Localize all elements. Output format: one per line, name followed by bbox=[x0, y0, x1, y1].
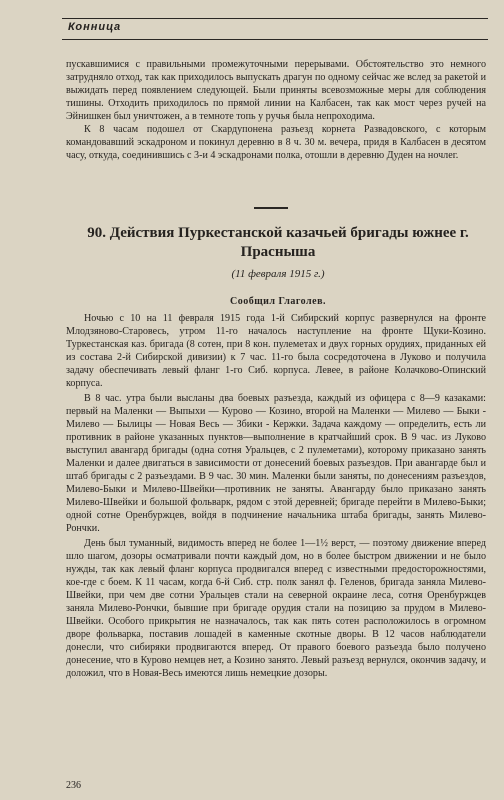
running-header-title: Конница bbox=[68, 21, 122, 33]
section-date: (11 февраля 1915 г.) bbox=[231, 268, 325, 280]
paragraph: пускавшимися с правильными промежуточными перерывами. Обстоятельство это немного затрудняло отход, так как приходилось выпускать драгун по одному сейчас же вслед за ракетой и выжидать перед появлением следующей. Были приняты всевозможные меры для соблюдения тишины. Отходить приходилось по прямой линии на Калбасен, так как мост через ручей на Эйнишкен был уничтожен, а в темноте топь у ручья была непроходима. bbox=[66, 59, 486, 122]
paragraph: Ночью с 10 на 11 февраля 1915 года 1-й Сибирский корпус развернулся на фронте Млодзяново-Старовесь, утром 11-го началось наступление на фронте Щуки-Козино. Туркестанская каз. бригада (8 сотен, при 8 кон. пулеметах и двух горных орудиях, приданных ей из состава 2-й Сибирской дивизии) к 7 час. 11-го была сосредоточена в Луково и получила задачу обеспечивать левый фланг 1-го Сиб. корпуса. Левее, в районе Колачково-Опинский корпуса. bbox=[66, 313, 486, 389]
running-header bbox=[62, 18, 488, 40]
section-body bbox=[66, 312, 486, 680]
section-heading: 90. Действия Пуркестанской казачьей бригады южнее г. Прасныша bbox=[87, 225, 469, 260]
paragraph: К 8 часам подошел от Скардупонена разъезд корнета Развадовского, с которым командовавший эскадроном и покинул деревню в 8 ч. 30 м. вечера, придя в Калбасен в десятом часу, откуда, соединившись с 3-и 4 эскадронами полка, отошли в деревню Дуден на ночлег. bbox=[66, 124, 486, 161]
section-author: Сообщил Глаголев. bbox=[230, 296, 326, 307]
paragraph: В 8 час. утра были высланы два боевых разъезда, каждый из офицера с 8—9 казаками: первый на Маленки — Выпыхи — Курово — Козино, второй на Маленки — Милево — Быки - Милево — Былицы — Новая Весь — Збики - Кержки. Задача каждому — определить, есть ли противник в районе указанных пунктов—выполнение в кратчайший срок. В 9 час. из Луково выступил авангард бригады (одна сотня Уральцев, с 2 пулеметами), которому приказано занять Маленки и далее двигаться в зависимости от донесений боевых разъездов. При авангарде был и штаб бригады с 2 разъездами. В 9 час. 30 мин. Маленки были заняты, по донесениям разъездов, Милево-Быки и Милево-Швейки—противник не заняты. Авангарду было приказано занять Милево-Швейки и большой фольварк, рядом с этой деревней; бригаде перейти в Милево-Быки; одной сотне Оренбуржцев, войдя в подчинение начальника штаба бригады, занять Милево-Рончки. bbox=[66, 393, 486, 534]
section-divider bbox=[254, 207, 288, 209]
paragraph: День был туманный, видимость вперед не более 1—1½ верст, — поэтому движение вперед шло шагом, дозоры осматривали почти каждый дом, но в более быстром движении и не было нужды, так как левый фланг корпуса продвигался вперед с известными предосторожностями, кое-где с боем. К 11 часам, когда 6-й Сиб. стр. полк занял ф. Геленов, бригада заняла Милево-Швейки, при чем две сотни Уральцев стали на северной окраине леса, сотня Оренбуржцев заняла Милево-Рончки, бывшие при бригаде орудия стали на позицию за прудом в Милево-Швейки. Особого прикрытия не назначалось, так как пять сотен расположилось в огромном дворе фольварка, поставив лошадей в каменные скотные дворы. В 12 часов наблюдатели донесли, что сибиряки продвигаются вперед. От правого боевого разъезда было получено донесение, что в Курово немцев нет, а Козино занято. Левый разъезд вернулся, окончив задачу, и доложил, что в Новая-Весь имеются лишь немецкие дозоры. bbox=[66, 538, 486, 679]
page-number: 236 bbox=[66, 780, 81, 791]
continued-text bbox=[66, 58, 486, 162]
